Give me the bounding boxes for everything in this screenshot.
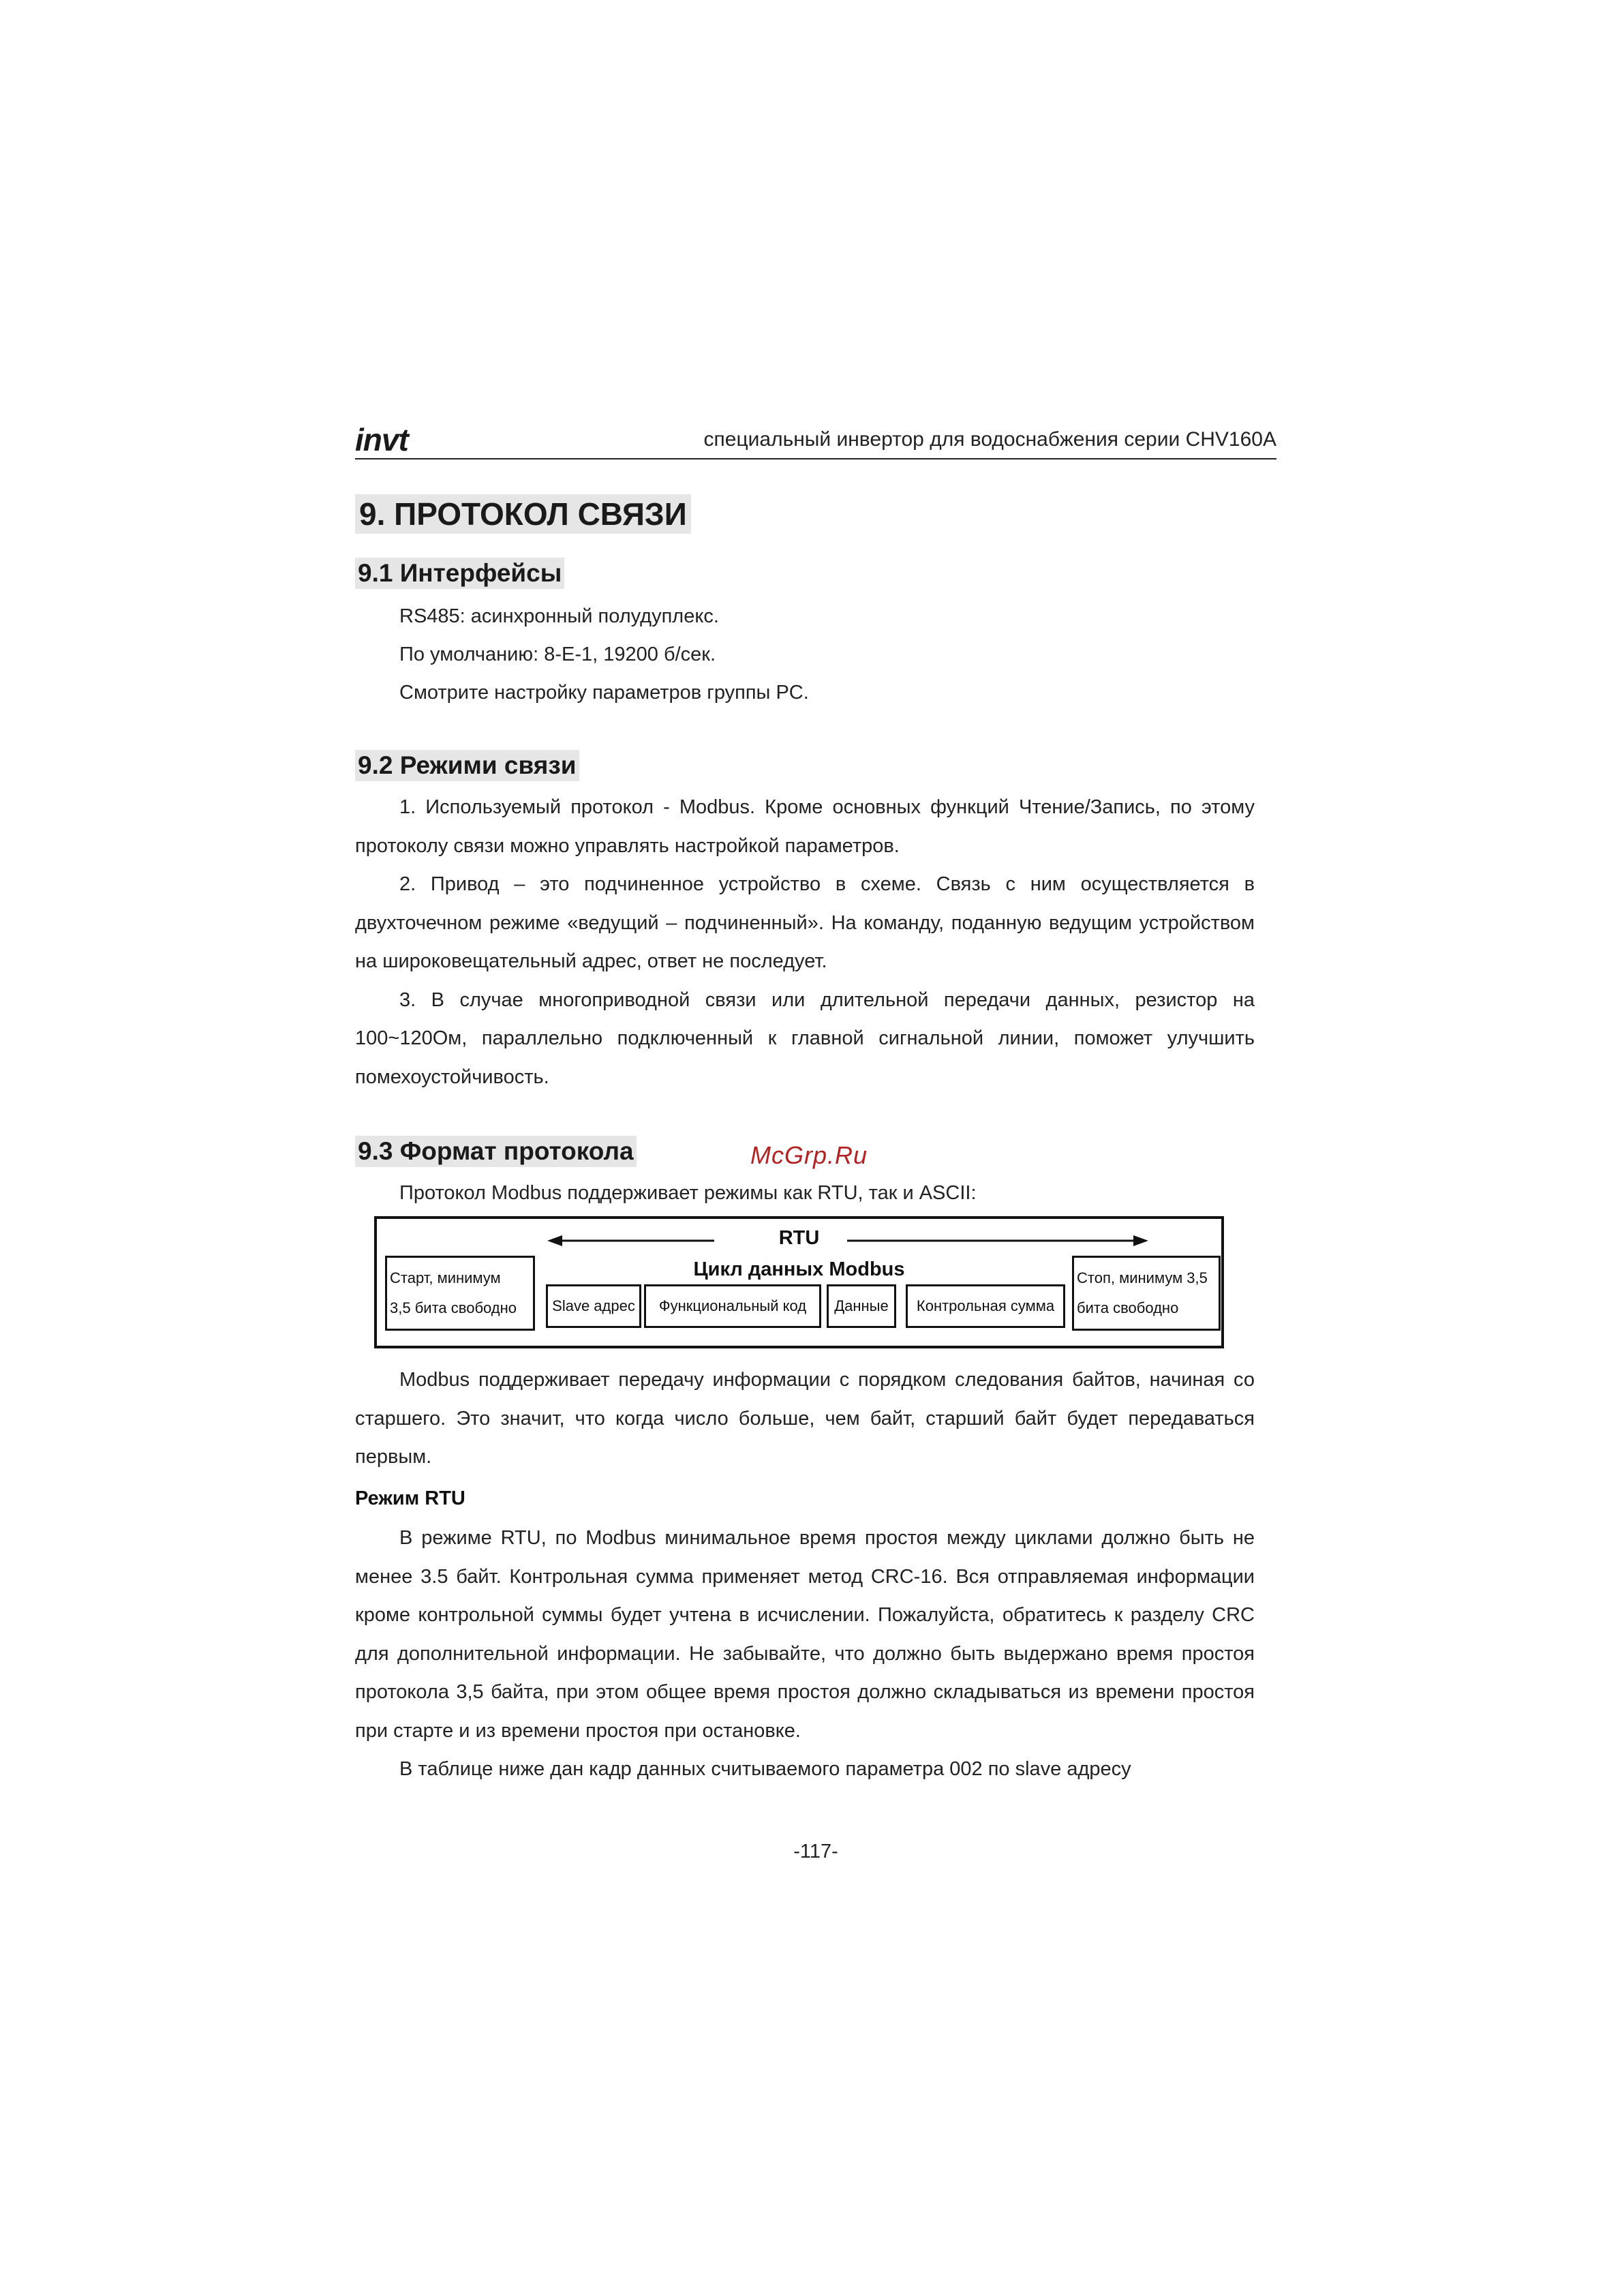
start-line-2: 3,5 бита свободно bbox=[390, 1299, 517, 1316]
paragraph: 1. Используемый протокол - Modbus. Кроме основных функций Чтение/Запись, по этому протоколу связи можно управлять настройкой параметров. bbox=[355, 796, 1255, 857]
start-line-1: Старт, минимум bbox=[390, 1269, 501, 1286]
paragraph: 3. В случае многоприводной связи или длительной передачи данных, резистор на 100~120Ом, параллельно подключенный к главной сигнальной линии, поможет улучшить помехоустойчивость. bbox=[355, 988, 1255, 1088]
paragraph: 2. Привод – это подчиненное устройство в схеме. Связь с ним осуществляется в двухточечном режиме «ведущий – подчиненный». На команду, поданную ведущим устройством на широковещательный адрес, ответ не последует. bbox=[355, 873, 1255, 972]
rtu-label: RTU bbox=[778, 1227, 820, 1249]
section-title-interfaces: 9.1 Интерфейсы bbox=[355, 558, 564, 589]
header-rule bbox=[355, 458, 1276, 459]
section-title-format: 9.3 Формат протокола bbox=[355, 1136, 637, 1167]
stop-line-2: бита свободно bbox=[1077, 1299, 1179, 1316]
stop-idle-cell bbox=[1072, 1256, 1221, 1331]
paragraph: В таблице ниже дан кадр данных считываемого параметра 002 по slave адресу bbox=[399, 1758, 1131, 1780]
rtu-paragraphs bbox=[355, 1519, 1255, 1789]
interface-line: Смотрите настройку параметров группы PC. bbox=[399, 682, 809, 704]
running-head: специальный инвертор для водоснабжения серии CHV160A bbox=[703, 428, 1276, 451]
section-title-modes: 9.2 Режими связи bbox=[355, 750, 579, 781]
slave-address-cell: Slave адрес bbox=[546, 1284, 641, 1328]
chapter-title: 9. ПРОТОКОЛ СВЯЗИ bbox=[355, 494, 691, 534]
format-intro: Протокол Modbus поддерживает режимы как RTU, так и ASCII: bbox=[399, 1182, 977, 1204]
watermark: McGrp.Ru bbox=[750, 1141, 868, 1169]
document-page bbox=[355, 0, 1276, 2296]
cycle-label: Цикл данных Modbus bbox=[693, 1258, 905, 1280]
byte-order-paragraph bbox=[355, 1361, 1255, 1477]
data-cell: Данные bbox=[827, 1284, 896, 1328]
modes-paragraphs bbox=[355, 788, 1255, 1096]
checksum-cell: Контрольная сумма bbox=[906, 1284, 1065, 1328]
interface-line: RS485: асинхронный полудуплекс. bbox=[399, 605, 719, 627]
stop-line-1: Стоп, минимум 3,5 bbox=[1077, 1269, 1208, 1286]
paragraph: В режиме RTU, по Modbus минимальное время простоя между циклами должно быть не менее 3.5 байт. Контрольная сумма применяет метод CRC-16. Вся отправляемая информации кроме контрольной суммы будет учтена в исчислении. Пожалуйста, обратитесь к разделу CRC для дополнительной информации. Не забывайте, что должно быть выдержано время простоя протокола 3,5 байта, при этом общее время простоя должно складываться из времени простоя при старте и из времени простоя при остановке. bbox=[355, 1527, 1255, 1742]
invt-logo bbox=[355, 421, 408, 457]
function-code-cell: Функциональный код bbox=[644, 1284, 821, 1328]
start-idle-cell bbox=[385, 1256, 535, 1331]
paragraph: Modbus поддерживает передачу информации с порядком следования байтов, начиная со старшего. Это значит, что когда число больше, чем байт, старший байт будет передаваться первым. bbox=[355, 1369, 1255, 1468]
page-number: -117- bbox=[793, 1841, 838, 1862]
logo-text: invt bbox=[355, 422, 408, 457]
interface-line: По умолчанию: 8-E-1, 19200 б/сек. bbox=[399, 644, 716, 665]
rtu-mode-heading: Режим RTU bbox=[355, 1487, 465, 1509]
modbus-frame-diagram bbox=[374, 1216, 1224, 1348]
